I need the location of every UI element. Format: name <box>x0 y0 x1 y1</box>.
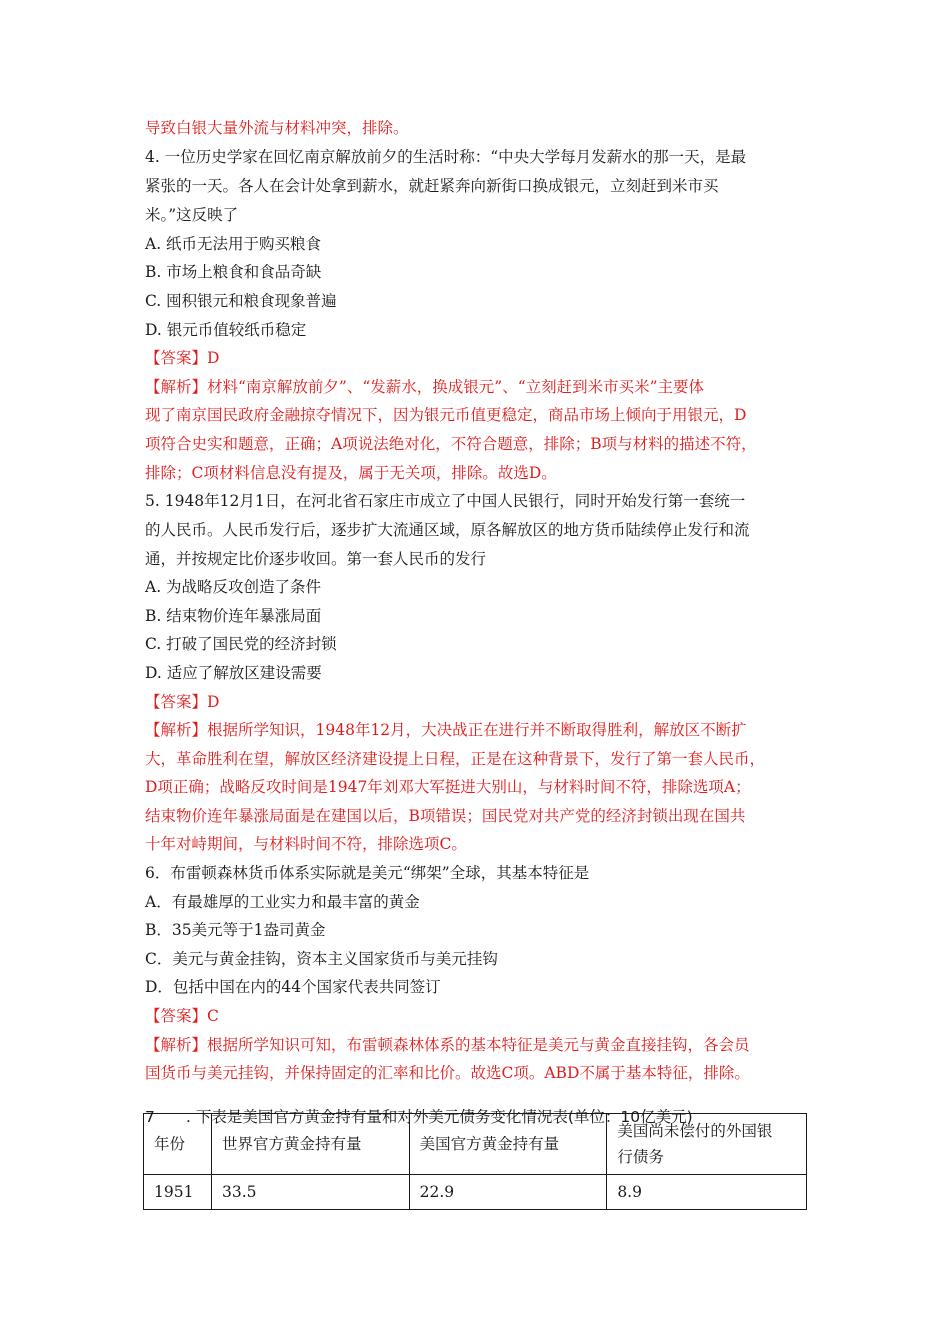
question-5-option-a: A. 为战略反攻创造了条件 <box>145 578 322 596</box>
question-4-analysis-line-2: 现了南京国民政府金融掠夺情况下，因为银元币值更稳定，商品市场上倾向于用银元，D <box>145 406 747 424</box>
question-4-option-d: D. 银元币值较纸币稳定 <box>145 321 307 339</box>
question-4-answer: 【答案】D <box>145 349 220 367</box>
table-header-cell: 世界官方黄金持有量 <box>211 1114 409 1175</box>
question-5-option-d: D. 适应了解放区建设需要 <box>145 664 322 682</box>
question-7-stem: . 下表是美国官方黄金持有量和对外美元债务变化情况表(单位：10亿美元) <box>186 1108 693 1126</box>
question-5-stem-line-1: 5. 1948年12月1日，在河北省石家庄市成立了中国人民银行，同时开始发行第一套统一 <box>145 492 746 510</box>
question-4-stem-line-3: 米。”这反映了 <box>145 206 239 224</box>
table-cell: 1951 <box>144 1175 212 1210</box>
question-4-stem-line-1: 4. 一位历史学家在回忆南京解放前夕的生活时称：“中央大学每月发薪水的那一天，是最 <box>145 148 747 166</box>
question-7-number: 7 <box>145 1108 155 1126</box>
table-cell: 33.5 <box>211 1175 409 1210</box>
question-5-option-c: C. 打破了国民党的经济封锁 <box>145 635 337 653</box>
question-4-analysis-line-3: 项符合史实和题意，正确；A项说法绝对化，不符合题意，排除；B项与材料的描述不符， <box>145 435 757 453</box>
question-6-option-c: C．美元与黄金挂钩，资本主义国家货币与美元挂钩 <box>145 950 498 968</box>
question-5-stem-line-2: 的人民币。人民币发行后，逐步扩大流通区域，原各解放区的地方货币陆续停止发行和流 <box>145 521 750 539</box>
table-header-line: 行债务 <box>617 1148 664 1166</box>
question-5-stem-line-3: 通，并按规定比价逐步收回。第一套人民币的发行 <box>145 550 487 568</box>
question-6-analysis-line-1: 【解析】根据所学知识可知，布雷顿森林体系的基本特征是美元与黄金直接挂钩，各会员 <box>145 1036 750 1054</box>
question-4-option-a: A. 纸币无法用于购买粮食 <box>145 235 322 253</box>
table-cell: 22.9 <box>409 1175 607 1210</box>
table-header-line: 美国尚未偿付的外国银 <box>617 1122 773 1140</box>
question-5-answer: 【答案】D <box>145 693 220 711</box>
question-5-analysis-line-4: 结束物价连年暴涨局面是在建国以后，B项错误；国民党对共产党的经济封锁出现在国共 <box>145 807 746 825</box>
question-6-option-b: B．35美元等于1盎司黄金 <box>145 921 326 939</box>
table-header-row <box>144 1114 807 1175</box>
table-header-cell: 年份 <box>144 1114 212 1175</box>
question-5-analysis-line-5: 十年对峙期间，与材料时间不符，排除选项C。 <box>145 835 467 853</box>
gold-debt-table <box>143 1113 807 1210</box>
table-row <box>144 1175 807 1210</box>
question-4-option-b: B. 市场上粮食和食品奇缺 <box>145 263 322 281</box>
question-5-option-b: B. 结束物价连年暴涨局面 <box>145 607 322 625</box>
question-4-stem-line-2: 紧张的一天。各人在会计处拿到薪水，就赶紧奔向新街口换成银元，立刻赶到米市买 <box>145 177 719 195</box>
question-6-option-d: D．包括中国在内的44个国家代表共同签订 <box>145 978 441 996</box>
question-5-analysis-line-3: D项正确；战略反攻时间是1947年刘邓大军挺进大别山，与材料时间不符，排除选项A； <box>145 778 751 796</box>
question-6-analysis-line-2: 国货币与美元挂钩，并保持固定的汇率和比价。故选C项。ABD不属于基本特征，排除。 <box>145 1064 750 1082</box>
prev-analysis-end: 导致白银大量外流与材料冲突，排除。 <box>145 119 409 137</box>
question-5-analysis-line-2: 大，革命胜利在望，解放区经济建设提上日程，正是在这种背景下，发行了第一套人民币， <box>145 750 766 768</box>
table-header-cell <box>607 1114 807 1175</box>
question-4-analysis-line-4: 排除；C项材料信息没有提及，属于无关项，排除。故选D。 <box>145 464 557 482</box>
question-6-answer: 【答案】C <box>145 1007 219 1025</box>
question-5-analysis-line-1: 【解析】根据所学知识，1948年12月，大决战正在进行并不断取得胜利，解放区不断扩 <box>145 721 747 739</box>
table-cell: 8.9 <box>607 1175 807 1210</box>
question-4-analysis-line-1: 【解析】材料“南京解放前夕”、“发薪水，换成银元”、“立刻赶到米市买米”主要体 <box>145 378 705 396</box>
table-header-cell: 美国官方黄金持有量 <box>409 1114 607 1175</box>
question-6-option-a: A．有最雄厚的工业实力和最丰富的黄金 <box>145 893 420 911</box>
question-4-option-c: C. 囤积银元和粮食现象普遍 <box>145 292 337 310</box>
question-6-stem: 6．布雷顿森林货币体系实际就是美元“绑架”全球，其基本特征是 <box>145 864 590 882</box>
